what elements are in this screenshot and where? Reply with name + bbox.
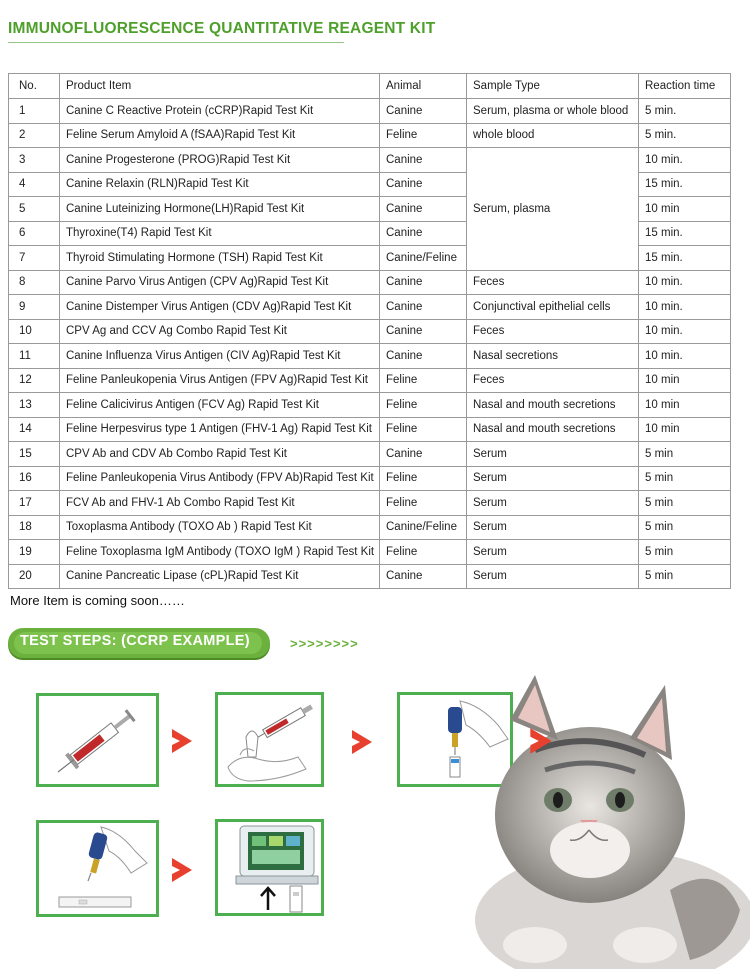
cell-product: Feline Toxoplasma IgM Antibody (TOXO IgM ) Rapid Test Kit	[60, 540, 380, 565]
cell-sample: Serum	[467, 540, 639, 565]
cell-no: 16	[9, 466, 60, 491]
cell-time: 5 min.	[639, 99, 731, 124]
cell-sample: Conjunctival epithelial cells	[467, 295, 639, 320]
cell-time: 5 min	[639, 491, 731, 516]
cell-sample: Serum	[467, 515, 639, 540]
step-arrow-2-icon	[348, 727, 376, 762]
cell-sample: Feces	[467, 319, 639, 344]
step-arrow-4-icon	[526, 725, 556, 762]
cell-time: 5 min	[639, 564, 731, 589]
table-row	[9, 270, 731, 295]
cell-time: 15 min.	[639, 172, 731, 197]
step-2-transfer-sample	[215, 692, 324, 787]
page-title: IMMUNOFLUORESCENCE QUANTITATIVE REAGENT KIT	[8, 20, 436, 37]
table-row	[9, 515, 731, 540]
cell-sample: Serum, plasma or whole blood	[467, 99, 639, 124]
cell-time: 10 min	[639, 197, 731, 222]
cell-product: CPV Ag and CCV Ag Combo Rapid Test Kit	[60, 319, 380, 344]
cell-time: 5 min	[639, 466, 731, 491]
cell-no: 18	[9, 515, 60, 540]
cell-no: 19	[9, 540, 60, 565]
table-row	[9, 466, 731, 491]
table-row	[9, 540, 731, 565]
cell-product: Canine Progesterone (PROG)Rapid Test Kit	[60, 148, 380, 173]
table-row	[9, 368, 731, 393]
table-row	[9, 123, 731, 148]
cell-product: Feline Herpesvirus type 1 Antigen (FHV-1 Ag) Rapid Test Kit	[60, 417, 380, 442]
cell-animal: Feline	[380, 417, 467, 442]
cell-time: 5 min	[639, 515, 731, 540]
cell-animal: Canine	[380, 295, 467, 320]
cell-time: 10 min.	[639, 319, 731, 344]
cell-time: 15 min.	[639, 246, 731, 271]
cell-product: CPV Ab and CDV Ab Combo Rapid Test Kit	[60, 442, 380, 467]
cell-sample: Nasal and mouth secretions	[467, 393, 639, 418]
cell-animal: Canine/Feline	[380, 246, 467, 271]
cell-time: 5 min	[639, 442, 731, 467]
cell-no: 20	[9, 564, 60, 589]
cell-animal: Feline	[380, 466, 467, 491]
syringe-icon	[39, 696, 156, 784]
cell-animal: Canine	[380, 270, 467, 295]
table-row	[9, 148, 731, 173]
cell-product: Feline Panleukopenia Virus Antibody (FPV Ab)Rapid Test Kit	[60, 466, 380, 491]
cell-no: 10	[9, 319, 60, 344]
cassette-dropper-icon	[39, 823, 156, 914]
cell-no: 5	[9, 197, 60, 222]
cell-no: 8	[9, 270, 60, 295]
cell-sample: Serum	[467, 491, 639, 516]
cell-product: Canine C Reactive Protein (cCRP)Rapid Test Kit	[60, 99, 380, 124]
table-row	[9, 417, 731, 442]
cell-time: 5 min.	[639, 123, 731, 148]
cell-sample: Serum	[467, 466, 639, 491]
cell-product: Thyroxine(T4) Rapid Test Kit	[60, 221, 380, 246]
cell-animal: Canine/Feline	[380, 515, 467, 540]
more-items-note: More Item is coming soon……	[10, 593, 185, 608]
header-time: Reaction time	[639, 74, 731, 99]
cell-sample: Serum	[467, 442, 639, 467]
cell-product: Canine Influenza Virus Antigen (CIV Ag)Rapid Test Kit	[60, 344, 380, 369]
title-underline	[8, 42, 344, 43]
steps-arrows: >>>>>>>>	[290, 636, 359, 651]
cell-animal: Canine	[380, 99, 467, 124]
cell-time: 10 min.	[639, 270, 731, 295]
cell-animal: Feline	[380, 540, 467, 565]
cell-product: Canine Distemper Virus Antigen (CDV Ag)Rapid Test Kit	[60, 295, 380, 320]
table-row	[9, 99, 731, 124]
cell-product: Thyroid Stimulating Hormone (TSH) Rapid Test Kit	[60, 246, 380, 271]
cell-animal: Canine	[380, 148, 467, 173]
cell-no: 4	[9, 172, 60, 197]
table-row	[9, 442, 731, 467]
cell-product: Feline Calicivirus Antigen (FCV Ag) Rapid Test Kit	[60, 393, 380, 418]
cell-animal: Feline	[380, 393, 467, 418]
cell-sample: Nasal secretions	[467, 344, 639, 369]
step-arrow-1-icon	[168, 726, 196, 761]
cell-time: 10 min	[639, 368, 731, 393]
cell-sample: Feces	[467, 270, 639, 295]
cell-no: 11	[9, 344, 60, 369]
cell-product: Toxoplasma Antibody (TOXO Ab ) Rapid Test Kit	[60, 515, 380, 540]
cell-animal: Feline	[380, 123, 467, 148]
cell-sample: Serum, plasma	[467, 148, 639, 271]
cell-sample: Nasal and mouth secretions	[467, 417, 639, 442]
table-row	[9, 564, 731, 589]
step-1-draw-blood	[36, 693, 159, 787]
cell-animal: Canine	[380, 564, 467, 589]
table-row	[9, 319, 731, 344]
cell-no: 14	[9, 417, 60, 442]
cell-no: 15	[9, 442, 60, 467]
cell-time: 10 min	[639, 393, 731, 418]
cell-time: 10 min.	[639, 295, 731, 320]
cell-no: 1	[9, 99, 60, 124]
cell-no: 6	[9, 221, 60, 246]
step-5-read-analyzer	[215, 819, 324, 916]
kitten-image	[440, 660, 750, 974]
table-row	[9, 491, 731, 516]
cell-no: 13	[9, 393, 60, 418]
table-row	[9, 295, 731, 320]
step-arrow-3-icon	[168, 855, 196, 890]
cell-time: 10 min.	[639, 148, 731, 173]
cell-product: Canine Luteinizing Hormone(LH)Rapid Test Kit	[60, 197, 380, 222]
cell-animal: Canine	[380, 197, 467, 222]
cell-time: 15 min.	[639, 221, 731, 246]
cell-product: Canine Pancreatic Lipase (cPL)Rapid Test Kit	[60, 564, 380, 589]
cell-time: 10 min	[639, 417, 731, 442]
header-sample: Sample Type	[467, 74, 639, 99]
cell-no: 2	[9, 123, 60, 148]
table-header-row	[9, 74, 731, 99]
cell-no: 3	[9, 148, 60, 173]
cell-no: 12	[9, 368, 60, 393]
cell-animal: Canine	[380, 344, 467, 369]
analyzer-device-icon	[218, 822, 321, 913]
table-row	[9, 393, 731, 418]
cell-animal: Canine	[380, 319, 467, 344]
cell-time: 10 min.	[639, 344, 731, 369]
product-table	[8, 73, 731, 589]
cell-sample: Serum	[467, 564, 639, 589]
cell-product: Canine Parvo Virus Antigen (CPV Ag)Rapid Test Kit	[60, 270, 380, 295]
table-row	[9, 344, 731, 369]
cell-animal: Feline	[380, 491, 467, 516]
cell-no: 7	[9, 246, 60, 271]
cell-no: 9	[9, 295, 60, 320]
cell-sample: Feces	[467, 368, 639, 393]
header-product: Product Item	[60, 74, 380, 99]
cell-animal: Canine	[380, 442, 467, 467]
sample-transfer-icon	[218, 695, 321, 784]
cell-animal: Canine	[380, 172, 467, 197]
cell-product: Feline Panleukopenia Virus Antigen (FPV Ag)Rapid Test Kit	[60, 368, 380, 393]
cell-product: Canine Relaxin (RLN)Rapid Test Kit	[60, 172, 380, 197]
cell-time: 5 min	[639, 540, 731, 565]
header-no: No.	[9, 74, 60, 99]
steps-title: TEST STEPS: (CCRP EXAMPLE)	[20, 633, 250, 649]
header-animal: Animal	[380, 74, 467, 99]
cell-sample: whole blood	[467, 123, 639, 148]
cell-animal: Canine	[380, 221, 467, 246]
cell-product: Feline Serum Amyloid A (fSAA)Rapid Test Kit	[60, 123, 380, 148]
cell-animal: Feline	[380, 368, 467, 393]
step-4-apply-to-cassette	[36, 820, 159, 917]
cell-no: 17	[9, 491, 60, 516]
cell-product: FCV Ab and FHV-1 Ab Combo Rapid Test Kit	[60, 491, 380, 516]
